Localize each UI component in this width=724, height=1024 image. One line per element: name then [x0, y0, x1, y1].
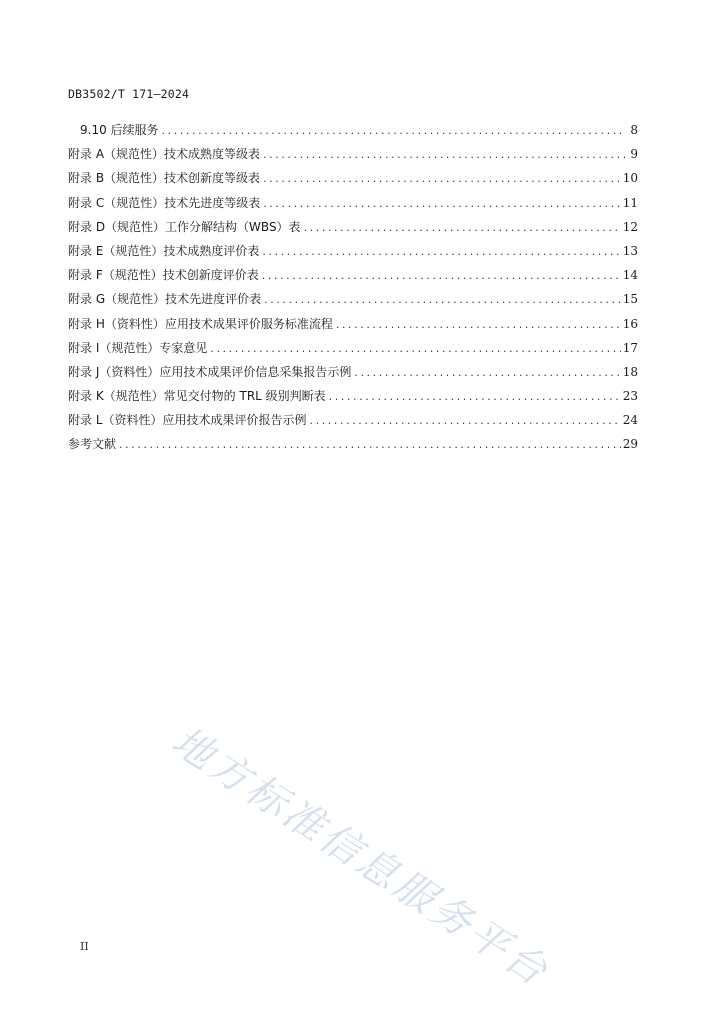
toc-entry-page: 17	[622, 340, 638, 355]
toc-leader-dots	[263, 167, 621, 191]
toc-entry-label: 附录 I（规范性）专家意见	[68, 340, 208, 355]
toc-entry-label: 附录 H（资料性）应用技术成果评价服务标准流程	[68, 316, 333, 331]
toc-leader-dots	[304, 216, 621, 240]
toc-entry-page: 14	[622, 268, 638, 283]
toc-entry-page: 9	[630, 147, 638, 162]
toc-leader-dots	[162, 119, 626, 143]
toc-entry-page: 13	[622, 243, 638, 258]
toc-entry-page: 29	[622, 437, 638, 452]
toc-entry-page: 24	[622, 413, 638, 428]
toc-entry-label: 附录 G（规范性）技术先进度评价表	[68, 292, 262, 307]
table-of-contents	[68, 118, 638, 457]
toc-entry-page: 10	[622, 171, 638, 186]
toc-entry[interactable]	[68, 239, 638, 263]
toc-entry-page: 15	[622, 292, 638, 307]
toc-entry-label: 附录 K（规范性）常见交付物的 TRL 级别判断表	[68, 389, 326, 404]
toc-leader-dots	[310, 409, 621, 433]
toc-leader-dots	[262, 240, 620, 264]
toc-leader-dots	[336, 313, 621, 337]
toc-entry[interactable]	[68, 191, 638, 215]
toc-entry-label: 附录 B（规范性）技术创新度等级表	[68, 171, 261, 186]
watermark: 地方标准信息服务平台	[163, 718, 558, 997]
toc-entry[interactable]	[68, 432, 638, 456]
toc-entry[interactable]	[68, 215, 638, 239]
toc-entry[interactable]	[68, 118, 638, 142]
toc-entry-label: 附录 F（规范性）技术创新度评价表	[68, 268, 259, 283]
toc-leader-dots	[263, 192, 621, 216]
toc-entry-label: 附录 J（资料性）应用技术成果评价信息采集报告示例	[68, 364, 352, 379]
toc-entry-label: 附录 A（规范性）技术成熟度等级表	[68, 147, 261, 162]
toc-leader-dots	[329, 385, 621, 409]
toc-entry-label: 附录 D（规范性）工作分解结构（WBS）表	[68, 219, 301, 234]
toc-entry-page: 16	[622, 316, 638, 331]
toc-entry-label: 参考文献	[68, 437, 117, 452]
toc-entry[interactable]	[68, 384, 638, 408]
toc-entry-page: 23	[622, 389, 638, 404]
toc-entry-page: 8	[630, 123, 638, 137]
toc-entry[interactable]	[68, 287, 638, 311]
toc-entry[interactable]	[68, 360, 638, 384]
toc-entry[interactable]	[68, 166, 638, 190]
toc-leader-dots	[263, 143, 626, 167]
toc-leader-dots	[354, 361, 620, 385]
page-number: II	[80, 940, 89, 953]
toc-entry-page: 11	[622, 195, 638, 210]
toc-entry[interactable]	[68, 142, 638, 166]
toc-entry[interactable]	[68, 312, 638, 336]
toc-entry-label: 附录 E（规范性）技术成熟度评价表	[68, 243, 260, 258]
toc-entry-label: 9.10 后续服务	[80, 123, 159, 137]
toc-leader-dots	[119, 433, 621, 457]
toc-leader-dots	[264, 288, 621, 312]
toc-leader-dots	[210, 337, 620, 361]
toc-entry-page: 18	[622, 364, 638, 379]
toc-entry-label: 附录 L（资料性）应用技术成果评价报告示例	[68, 413, 307, 428]
toc-leader-dots	[262, 264, 621, 288]
toc-entry-page: 12	[622, 219, 638, 234]
document-id: DB3502/T 171—2024	[68, 87, 190, 101]
toc-entry[interactable]	[68, 263, 638, 287]
toc-entry[interactable]	[68, 336, 638, 360]
toc-entry[interactable]	[68, 408, 638, 432]
toc-entry-label: 附录 C（规范性）技术先进度等级表	[68, 195, 261, 210]
